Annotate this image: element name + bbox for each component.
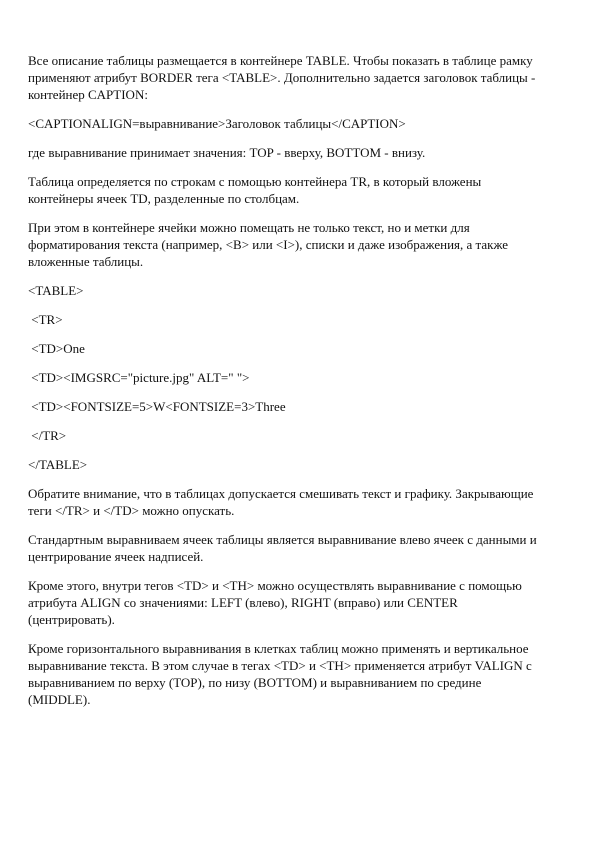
text-line: Стандартным выравниваем ячеек таблицы является выравнивание влево ячеек с данными и (28, 532, 537, 547)
code-line-block (28, 282, 571, 299)
paragraph (28, 144, 571, 161)
text-line: центрирование ячеек надписей. (28, 549, 204, 564)
text-line: <TD><FONTSIZE=5>W<FONTSIZE=3>Three (28, 399, 286, 414)
text-line: (центрировать). (28, 612, 115, 627)
code-line-block (28, 456, 571, 473)
text-line: При этом в контейнере ячейки можно помещать не только текст, но и метки для (28, 220, 470, 235)
document-body (28, 52, 571, 708)
code-line-block (28, 311, 571, 328)
code-line-block (28, 369, 571, 386)
text-line: выравнивание текста. В этом случае в тегах <TD> и <TH> применяется атрибут VALIGN с (28, 658, 532, 673)
text-line: <TD><IMGSRC="picture.jpg" ALT=" "> (28, 370, 250, 385)
text-line: применяют атрибут BORDER тега <TABLE>. Дополнительно задается заголовок таблицы - (28, 70, 536, 85)
text-line: теги </TR> и </TD> можно опускать. (28, 503, 235, 518)
paragraph (28, 52, 571, 103)
text-line: Все описание таблицы размещается в контейнере TABLE. Чтобы показать в таблице рамку (28, 53, 533, 68)
paragraph (28, 485, 571, 519)
text-line: Таблица определяется по строкам с помощью контейнера TR, в который вложены (28, 174, 482, 189)
paragraph (28, 577, 571, 628)
code-line-block (28, 398, 571, 415)
text-line: <TD>One (28, 341, 85, 356)
text-line: Обратите внимание, что в таблицах допускается смешивать текст и графику. Закрывающие (28, 486, 534, 501)
text-line: контейнеры ячеек TD, разделенные по столбцам. (28, 191, 300, 206)
text-line: где выравнивание принимает значения: TOP - вверху, BOTTOM - внизу. (28, 145, 426, 160)
text-line: <TR> (28, 312, 63, 327)
text-line: Кроме этого, внутри тегов <TD> и <TH> можно осуществлять выравнивание с помощью (28, 578, 522, 593)
text-line: (MIDDLE). (28, 692, 91, 707)
text-line: атрибута ALIGN со значениями: LEFT (влево), RIGHT (вправо) или CENTER (28, 595, 458, 610)
code-line-block (28, 340, 571, 357)
text-line: Кроме горизонтального выравнивания в клетках таблиц можно применять и вертикальное (28, 641, 529, 656)
text-line: </TABLE> (28, 457, 88, 472)
paragraph (28, 640, 571, 708)
paragraph (28, 173, 571, 207)
paragraph (28, 531, 571, 565)
paragraph (28, 219, 571, 270)
text-line: </TR> (28, 428, 67, 443)
text-line: <CAPTIONALIGN=выравнивание>Заголовок таблицы</CAPTION> (28, 116, 406, 131)
code-line-block (28, 427, 571, 444)
paragraph (28, 115, 571, 132)
text-line: выравниванием по верху (TOP), по низу (BOTTOM) и выравниванием по средине (28, 675, 482, 690)
text-line: вложенные таблицы. (28, 254, 144, 269)
text-line: <TABLE> (28, 283, 84, 298)
text-line: контейнер CAPTION: (28, 87, 148, 102)
text-line: форматирования текста (например, <B> или <I>), списки и даже изображения, а также (28, 237, 509, 252)
